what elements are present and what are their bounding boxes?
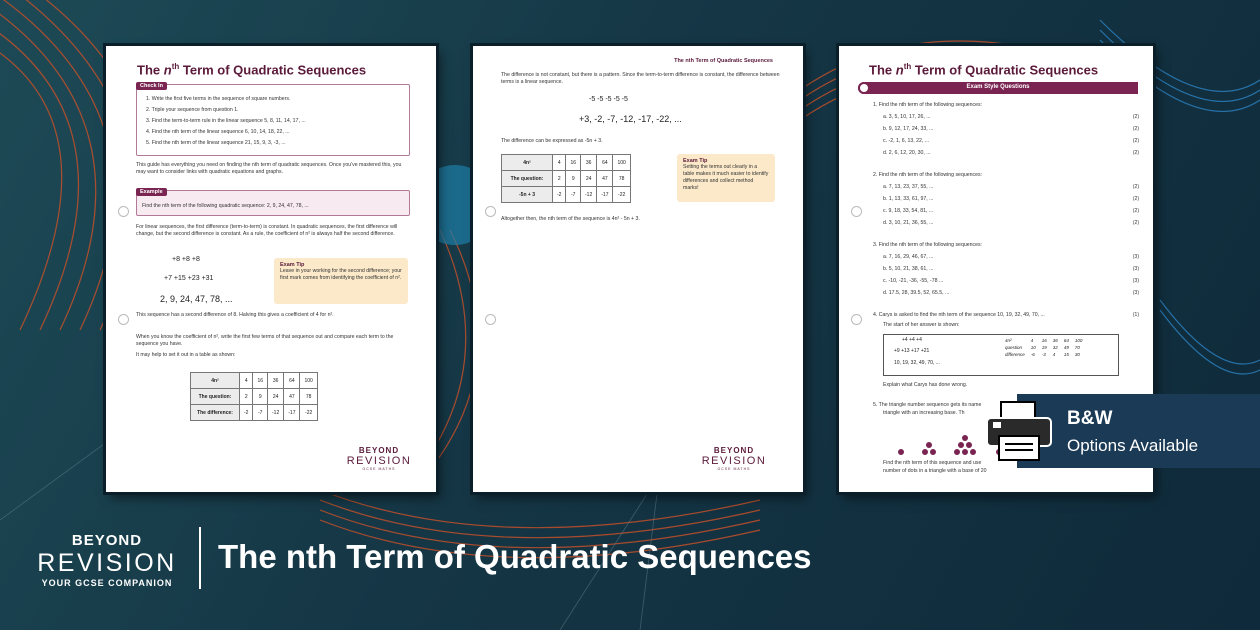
question-text: 2. Find the nth term of the following sequences: [873, 172, 983, 178]
paragraph: The difference can be expressed as -5n + 3. [501, 138, 603, 144]
table-cell: 100 [613, 155, 630, 171]
table-cell: -17 [597, 187, 613, 203]
mark-value: (1) [1132, 312, 1139, 318]
mark-value: (2) [1132, 220, 1139, 226]
table-cell: -22 [613, 187, 630, 203]
worksheet-page-2 [473, 46, 803, 492]
table-cell: -12 [581, 187, 597, 203]
mark-value: (3) [1132, 290, 1139, 296]
logo-line: GCSE MATHS [362, 467, 396, 471]
table-cell: question [1005, 345, 1023, 350]
paragraph: When you know the coefficient of n², write the first few terms of that sequence out and compare each term to the sequence you have. [136, 334, 394, 348]
page-logo [699, 446, 769, 471]
paragraph: This sequence has a second difference of 8. Halving this gives a coefficient of 4 for n². [136, 312, 334, 318]
mark-value: (2) [1132, 196, 1139, 202]
table-cell: 2 [240, 389, 253, 405]
page-logo [344, 446, 414, 471]
table-row [191, 373, 318, 389]
table-cell: -2 [553, 187, 566, 203]
table-cell: 70 [1074, 345, 1080, 350]
question-part: b. 5, 10, 21, 38, 61, ... [883, 266, 934, 272]
paragraph: Altogether then, the nth term of the sequence is 4n² - 5n + 3. [501, 216, 640, 222]
table-cell: 24 [268, 389, 284, 405]
example-label: Example [136, 188, 167, 196]
table-row [191, 389, 318, 405]
table-row [502, 171, 631, 187]
worksheet-page-1 [106, 46, 436, 492]
question-part: c. -2, 1, 6, 13, 22, ... [883, 138, 930, 144]
table-cell: 15 [1063, 352, 1069, 357]
question-text: 5. The triangle number sequence gets its name [873, 402, 982, 408]
table-cell: 16 [253, 373, 268, 389]
main-title: The nth Term of Quadratic Sequences [218, 538, 812, 575]
mark-value: (3) [1132, 278, 1139, 284]
table-cell: 78 [613, 171, 630, 187]
punch-hole [485, 314, 496, 325]
table-row [502, 187, 631, 203]
page-title: The $n^{th}$ Term of Quadratic Sequences [869, 62, 1099, 78]
question-text: 4. Carys is asked to find the nth term of the sequence 10, 19, 32, 49, 70, ... [873, 312, 1045, 318]
table-cell: 64 [1063, 338, 1069, 343]
table-cell: -3 [1041, 352, 1046, 357]
handwritten-sequence: 10, 19, 32, 49, 70, ... [894, 360, 940, 366]
table-cell: 4n² [191, 373, 240, 389]
table-cell: -17 [284, 405, 300, 421]
table-cell: difference [1005, 352, 1025, 357]
student-working-box [883, 334, 1119, 376]
exam-tip-box [274, 258, 408, 304]
table-row [1002, 337, 1085, 344]
logo-line: BEYOND [713, 446, 755, 455]
question-part: c. -10, -21, -36, -55, -78 ... [883, 278, 944, 284]
brand-line: REVISION [37, 549, 177, 577]
question-text: triangle with an increasing base. Th [883, 410, 965, 416]
table-cell: 36 [1052, 338, 1058, 343]
mark-value: (3) [1132, 266, 1139, 272]
question-part: a. 7, 16, 29, 46, 67, ... [883, 254, 934, 260]
example-text: Find the nth term of the following quadratic sequence: 2, 9, 24, 47, 78, ... [142, 203, 309, 209]
table-cell: -12 [268, 405, 284, 421]
question-text: number of dots in a triangle with a base of 20 [883, 468, 987, 474]
divider [199, 527, 201, 589]
mark-value: (2) [1132, 150, 1139, 156]
table-cell: 19 [1041, 345, 1047, 350]
list-item: 4. Find the nth term of the linear sequence 6, 10, 14, 18, 22, ... [146, 129, 290, 136]
logo-line: REVISION [346, 455, 412, 467]
punch-hole [851, 206, 862, 217]
table-cell: 4 [553, 155, 566, 171]
table-cell: -5n + 3 [502, 187, 553, 203]
list-item: 2. Triple your sequence from question 1. [146, 107, 239, 114]
check-in-label: Check In [136, 82, 167, 90]
table-cell: 78 [300, 389, 317, 405]
page-title: The $n^{th}$ Term of Quadratic Sequences [137, 62, 367, 78]
exam-questions-banner [858, 82, 1138, 94]
bw-options-badge [1017, 394, 1260, 468]
logo-line: BEYOND [358, 446, 400, 455]
table-cell: 2 [553, 171, 566, 187]
table-row [502, 155, 631, 171]
paragraph: It may help to set it out in a table as shown: [136, 352, 236, 358]
list-item: 5. Find the nth term of the linear sequence 21, 15, 9, 3, -3, ... [146, 140, 286, 147]
paragraph: For linear sequences, the first difference (term-to-term) is constant. In quadratic sequences, the first difference will change, but the second difference is constant. As a rule, the coefficient of n² is always half the second difference. [136, 224, 398, 238]
mark-value: (2) [1132, 184, 1139, 190]
table-cell: 100 [1074, 338, 1083, 343]
question-text: Find the nth term of this sequence and use [883, 460, 982, 466]
table-cell: -2 [240, 405, 253, 421]
table-cell: 4n² [502, 155, 553, 171]
list-item: 3. Find the term-to-term rule in the linear sequence 5, 8, 11, 14, 17, ... [146, 118, 306, 125]
table-cell: -6 [1030, 352, 1035, 357]
table-cell: -22 [300, 405, 317, 421]
question-subtext: The start of her answer is shown: [883, 322, 960, 328]
table-cell: -7 [253, 405, 268, 421]
table-row [191, 405, 318, 421]
table-cell: 36 [268, 373, 284, 389]
table-cell: 36 [581, 155, 597, 171]
punch-hole [118, 314, 129, 325]
mark-value: (3) [1132, 254, 1139, 260]
table-cell: The question: [191, 389, 240, 405]
check-in-list [146, 96, 306, 147]
punch-hole [485, 206, 496, 217]
logo-line: GCSE MATHS [717, 467, 751, 471]
question-part: d. 2, 6, 12, 20, 30, ... [883, 150, 931, 156]
exam-tip-text: Setting the terms out clearly in a table makes it much easier to identify differences and collect method marks! [683, 164, 769, 192]
table-cell: 10 [1030, 345, 1036, 350]
table-cell: 24 [581, 171, 597, 187]
question-part: c. 9, 18, 33, 54, 81, ... [883, 208, 934, 214]
question-part: b. 1, 13, 33, 61, 97, ... [883, 196, 934, 202]
exam-tip-title: Exam Tip [683, 158, 708, 164]
table-cell: 4 [1030, 338, 1034, 343]
table-cell: The difference: [191, 405, 240, 421]
punch-hole [851, 314, 862, 325]
brand-tagline: YOUR GCSE COMPANION [41, 578, 173, 588]
logo-line: REVISION [701, 455, 767, 467]
first-differences: +7 +15 +23 +31 [164, 275, 214, 282]
table-cell: 49 [1063, 345, 1069, 350]
handwritten-differences: +4 +4 +4 [902, 337, 922, 343]
table-cell: 64 [284, 373, 300, 389]
table-cell: -7 [566, 187, 581, 203]
page-header: The nth Term of Quadratic Sequences [674, 58, 773, 64]
sequence-display: +3, -2, -7, -12, -17, -22, ... [579, 114, 682, 124]
table-cell: 30 [1074, 352, 1080, 357]
question-part: a. 7, 13, 23, 37, 55, ... [883, 184, 934, 190]
list-item: 1. Write the first five terms in the sequence of square numbers. [146, 96, 291, 102]
handwritten-differences: +9 +13 +17 +21 [894, 348, 930, 354]
mark-value: (2) [1132, 126, 1139, 132]
table-cell: 9 [566, 171, 581, 187]
table-cell: 16 [566, 155, 581, 171]
comparison-table [190, 372, 318, 421]
table-cell: 64 [597, 155, 613, 171]
printer-icon [983, 400, 1055, 462]
table-cell: 47 [284, 389, 300, 405]
table-cell: 32 [1052, 345, 1058, 350]
bw-options-label: Options Available [1067, 436, 1199, 455]
table-cell: 100 [300, 373, 317, 389]
exam-tip-text: Leave in your working for the second difference; your first mark comes from identifying the coefficient of n². [280, 268, 402, 282]
banner-label: Exam Style Questions [966, 84, 1030, 90]
table-cell: 47 [597, 171, 613, 187]
question-part: d. 17.5, 28, 39.5, 52, 65.5, ... [883, 290, 950, 296]
second-differences: +8 +8 +8 [172, 256, 200, 263]
mark-value: (2) [1132, 138, 1139, 144]
table-cell: 4n² [1005, 338, 1012, 343]
exam-tip-title: Exam Tip [280, 262, 305, 268]
brand-logo [32, 532, 182, 588]
question-text: 1. Find the nth term of the following sequences: [873, 102, 983, 108]
question-part: d. 3, 10, 21, 36, 55, ... [883, 220, 934, 226]
sequence-display: 2, 9, 24, 47, 78, ... [160, 294, 233, 304]
handwritten-table [1002, 337, 1085, 358]
table-cell: The question: [502, 171, 553, 187]
mark-value: (2) [1132, 114, 1139, 120]
question-part: a. 3, 5, 10, 17, 26, ... [883, 114, 931, 120]
differences-row: -5 -5 -5 -5 -5 [589, 96, 628, 103]
table-row [1002, 351, 1085, 358]
question-text: 3. Find the nth term of the following sequences: [873, 242, 983, 248]
brand-line: BEYOND [71, 532, 143, 549]
table-cell: 9 [253, 389, 268, 405]
question-part: b. 9, 12, 17, 24, 33, ... [883, 126, 934, 132]
paragraph: The difference is not constant, but there is a pattern. Since the term-to-term difference is constant, the difference between terms is a linear sequence. [501, 72, 780, 86]
table-cell: 4 [1052, 352, 1056, 357]
mark-value: (2) [1132, 208, 1139, 214]
bw-label: B&W [1067, 408, 1113, 429]
punch-hole [118, 206, 129, 217]
table-row [1002, 344, 1085, 351]
table-cell: 4 [240, 373, 253, 389]
exam-tip-box [677, 154, 775, 202]
table-cell: 16 [1041, 338, 1047, 343]
comparison-table [501, 154, 631, 203]
intro-text: This guide has everything you need on finding the nth term of quadratic sequences. Once you've mastered this, you may want to consider links with quadratic equations and graphs. [136, 162, 402, 176]
question-subtext: Explain what Carys has done wrong. [883, 382, 968, 388]
